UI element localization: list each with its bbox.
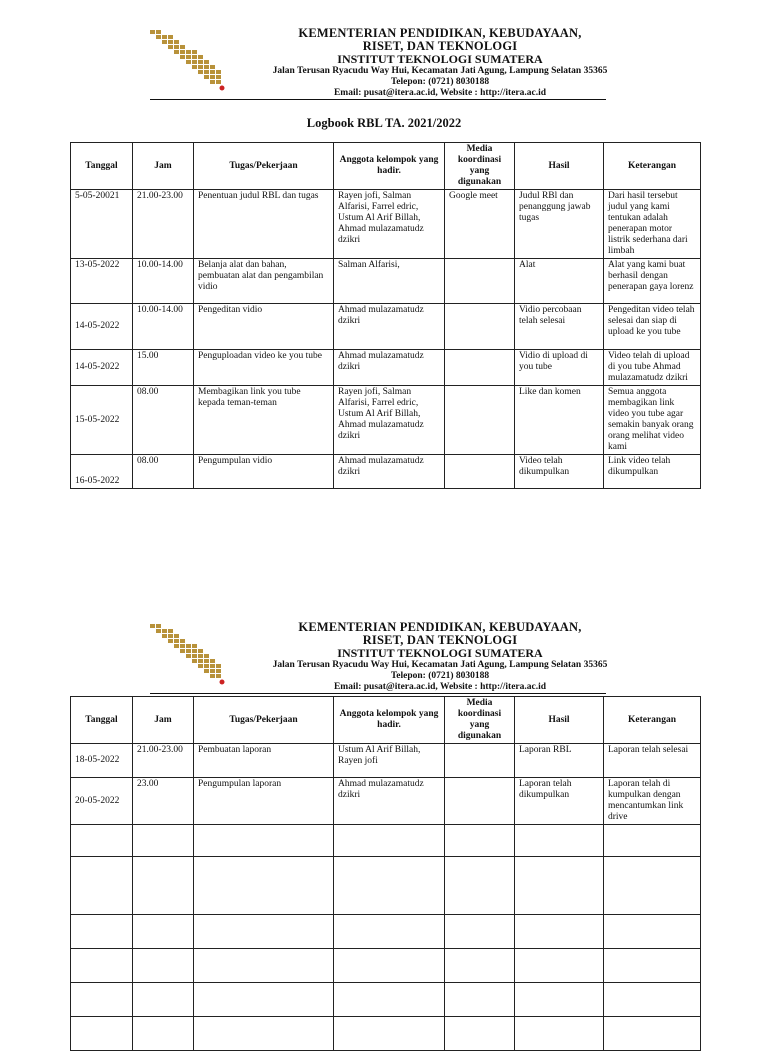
empty-cell	[445, 825, 515, 857]
members-cell: Rayen jofi, Salman Alfarisi, Farrel edric, Ustum Al Arif Billah, Ahmad mulazamatudz dzikri	[334, 386, 445, 455]
notes-cell: Laporan telah selesai	[604, 744, 701, 778]
media-cell	[445, 778, 515, 825]
contact-info: Email: pusat@itera.ac.id, Website : http://itera.ac.id	[333, 682, 547, 692]
letterhead-divider	[150, 693, 606, 694]
table-row	[71, 386, 701, 455]
address: Jalan Terusan Ryacudu Way Hui, Kecamatan Jati Agung, Lampung Selatan 35365	[272, 66, 608, 76]
members-cell: Ahmad mulazamatudz dzikri	[334, 350, 445, 386]
table-row	[71, 304, 701, 350]
media-cell	[445, 259, 515, 304]
empty-cell	[71, 825, 133, 857]
logbook-table	[70, 696, 701, 1051]
media-cell: Google meet	[445, 190, 515, 259]
empty-cell	[194, 983, 334, 1017]
ministry-name-2: RISET, DAN TEKNOLOGI	[362, 39, 518, 53]
column-header: Tugas/Pekerjaan	[194, 697, 334, 744]
letterhead	[0, 0, 768, 100]
column-header: Tanggal	[71, 143, 133, 190]
address: Jalan Terusan Ryacudu Way Hui, Kecamatan Jati Agung, Lampung Selatan 35365	[272, 660, 608, 670]
time-cell: 08.00	[133, 455, 194, 489]
table-row	[71, 455, 701, 489]
empty-cell	[604, 983, 701, 1017]
date-cell: 18-05-2022	[71, 744, 133, 778]
table-row-empty	[71, 857, 701, 915]
column-header: Keterangan	[604, 143, 701, 190]
letterhead-text	[215, 621, 665, 693]
time-cell: 08.00	[133, 386, 194, 455]
empty-cell	[445, 983, 515, 1017]
empty-cell	[604, 949, 701, 983]
empty-cell	[515, 857, 604, 915]
table-header-row	[71, 143, 701, 190]
empty-cell	[133, 857, 194, 915]
table-row-empty	[71, 915, 701, 949]
empty-cell	[133, 825, 194, 857]
phone: Telepon: (0721) 8030188	[390, 77, 490, 87]
empty-cell	[604, 857, 701, 915]
institute-name: INSTITUT TEKNOLOGI SUMATERA	[337, 52, 543, 66]
page-title: Logbook RBL TA. 2021/2022	[306, 116, 462, 130]
empty-cell	[194, 857, 334, 915]
time-cell: 21.00-23.00	[133, 190, 194, 259]
empty-cell	[133, 1017, 194, 1051]
media-cell	[445, 350, 515, 386]
date-cell: 15-05-2022	[71, 386, 133, 455]
members-cell: Ahmad mulazamatudz dzikri	[334, 455, 445, 489]
table-row-empty	[71, 1017, 701, 1051]
phone: Telepon: (0721) 8030188	[390, 671, 490, 681]
date-cell: 13-05-2022	[71, 259, 133, 304]
members-cell: Ahmad mulazamatudz dzikri	[334, 304, 445, 350]
contact-info: Email: pusat@itera.ac.id, Website : http://itera.ac.id	[333, 88, 547, 98]
result-cell: Judul RBl dan penanggung jawab tugas	[515, 190, 604, 259]
table-row	[71, 190, 701, 259]
media-cell	[445, 455, 515, 489]
column-header: Jam	[133, 143, 194, 190]
notes-cell: Video telah di upload di you tube Ahmad mulazamatudz dzikri	[604, 350, 701, 386]
task-cell: Pembuatan laporan	[194, 744, 334, 778]
ministry-name: KEMENTERIAN PENDIDIKAN, KEBUDAYAAN,	[298, 620, 582, 634]
table-row-empty	[71, 825, 701, 857]
letterhead-text	[215, 27, 665, 99]
task-cell: Pengumpulan laporan	[194, 778, 334, 825]
empty-cell	[71, 1017, 133, 1051]
empty-cell	[515, 1017, 604, 1051]
table-row	[71, 778, 701, 825]
empty-cell	[515, 949, 604, 983]
empty-cell	[445, 949, 515, 983]
empty-cell	[334, 1017, 445, 1051]
members-cell: Rayen jofi, Salman Alfarisi, Farrel edric, Ustum Al Arif Billah, Ahmad mulazamatudz dzikri	[334, 190, 445, 259]
empty-cell	[515, 825, 604, 857]
empty-cell	[334, 825, 445, 857]
empty-cell	[515, 983, 604, 1017]
empty-cell	[334, 949, 445, 983]
media-cell	[445, 304, 515, 350]
table-row	[71, 259, 701, 304]
result-cell: Video telah dikumpulkan	[515, 455, 604, 489]
table-header-row	[71, 697, 701, 744]
result-cell: Like dan komen	[515, 386, 604, 455]
date-cell: 20-05-2022	[71, 778, 133, 825]
column-header: Media koordinasi yang digunakan	[445, 143, 515, 190]
table-row	[71, 350, 701, 386]
task-cell: Belanja alat dan bahan, pembuatan alat dan pengambilan vidio	[194, 259, 334, 304]
members-cell: Salman Alfarisi,	[334, 259, 445, 304]
empty-cell	[604, 915, 701, 949]
letterhead-divider	[150, 99, 606, 100]
empty-cell	[334, 915, 445, 949]
time-cell: 10.00-14.00	[133, 259, 194, 304]
task-cell: Pengeditan vidio	[194, 304, 334, 350]
empty-cell	[71, 915, 133, 949]
table-row-empty	[71, 949, 701, 983]
empty-cell	[133, 983, 194, 1017]
result-cell: Alat	[515, 259, 604, 304]
empty-cell	[604, 825, 701, 857]
ministry-name-2: RISET, DAN TEKNOLOGI	[362, 633, 518, 647]
column-header: Anggota kelompok yang hadir.	[334, 143, 445, 190]
time-cell: 21.00-23.00	[133, 744, 194, 778]
members-cell: Ahmad mulazamatudz dzikri	[334, 778, 445, 825]
media-cell	[445, 386, 515, 455]
empty-cell	[194, 1017, 334, 1051]
empty-cell	[445, 915, 515, 949]
members-cell: Ustum Al Arif Billah, Rayen jofi	[334, 744, 445, 778]
date-cell: 5-05-20021	[71, 190, 133, 259]
institute-name: INSTITUT TEKNOLOGI SUMATERA	[337, 646, 543, 660]
date-cell: 16-05-2022	[71, 455, 133, 489]
column-header: Tanggal	[71, 697, 133, 744]
empty-cell	[334, 857, 445, 915]
result-cell: Vidio percobaan telah selesai	[515, 304, 604, 350]
column-header: Jam	[133, 697, 194, 744]
empty-cell	[194, 825, 334, 857]
media-cell	[445, 744, 515, 778]
empty-cell	[194, 949, 334, 983]
time-cell: 10.00-14.00	[133, 304, 194, 350]
empty-cell	[133, 915, 194, 949]
empty-cell	[71, 983, 133, 1017]
time-cell: 23.00	[133, 778, 194, 825]
result-cell: Vidio di upload di you tube	[515, 350, 604, 386]
table-row	[71, 744, 701, 778]
empty-cell	[515, 915, 604, 949]
column-header: Tugas/Pekerjaan	[194, 143, 334, 190]
logbook-table	[70, 142, 701, 489]
date-cell: 14-05-2022	[71, 350, 133, 386]
empty-cell	[71, 857, 133, 915]
ministry-name: KEMENTERIAN PENDIDIKAN, KEBUDAYAAN,	[298, 26, 582, 40]
empty-cell	[445, 1017, 515, 1051]
empty-cell	[445, 857, 515, 915]
notes-cell: Dari hasil tersebut judul yang kami tentukan adalah penerapan motor listrik sederhana dari limbah	[604, 190, 701, 259]
task-cell: Penentuan judul RBL dan tugas	[194, 190, 334, 259]
empty-cell	[604, 1017, 701, 1051]
date-cell: 14-05-2022	[71, 304, 133, 350]
task-cell: Pengumpulan vidio	[194, 455, 334, 489]
empty-cell	[334, 983, 445, 1017]
result-cell: Laporan RBL	[515, 744, 604, 778]
empty-cell	[194, 915, 334, 949]
notes-cell: Alat yang kami buat berhasil dengan penerapan gaya lorenz	[604, 259, 701, 304]
notes-cell: Link video telah dikumpulkan	[604, 455, 701, 489]
notes-cell: Semua anggota membagikan link video you tube agar semakin banyak orang orang melihat video kami	[604, 386, 701, 455]
table-row-empty	[71, 983, 701, 1017]
notes-cell: Laporan telah di kumpulkan dengan mencantumkan link drive	[604, 778, 701, 825]
column-header: Hasil	[515, 143, 604, 190]
task-cell: Penguploadan video ke you tube	[194, 350, 334, 386]
letterhead	[0, 594, 768, 694]
column-header: Hasil	[515, 697, 604, 744]
result-cell: Laporan telah dikumpulkan	[515, 778, 604, 825]
empty-cell	[133, 949, 194, 983]
notes-cell: Pengeditan video telah selesai dan siap di upload ke you tube	[604, 304, 701, 350]
task-cell: Membagikan link you tube kepada teman-teman	[194, 386, 334, 455]
column-header: Keterangan	[604, 697, 701, 744]
column-header: Anggota kelompok yang hadir.	[334, 697, 445, 744]
column-header: Media koordinasi yang digunakan	[445, 697, 515, 744]
time-cell: 15.00	[133, 350, 194, 386]
empty-cell	[71, 949, 133, 983]
